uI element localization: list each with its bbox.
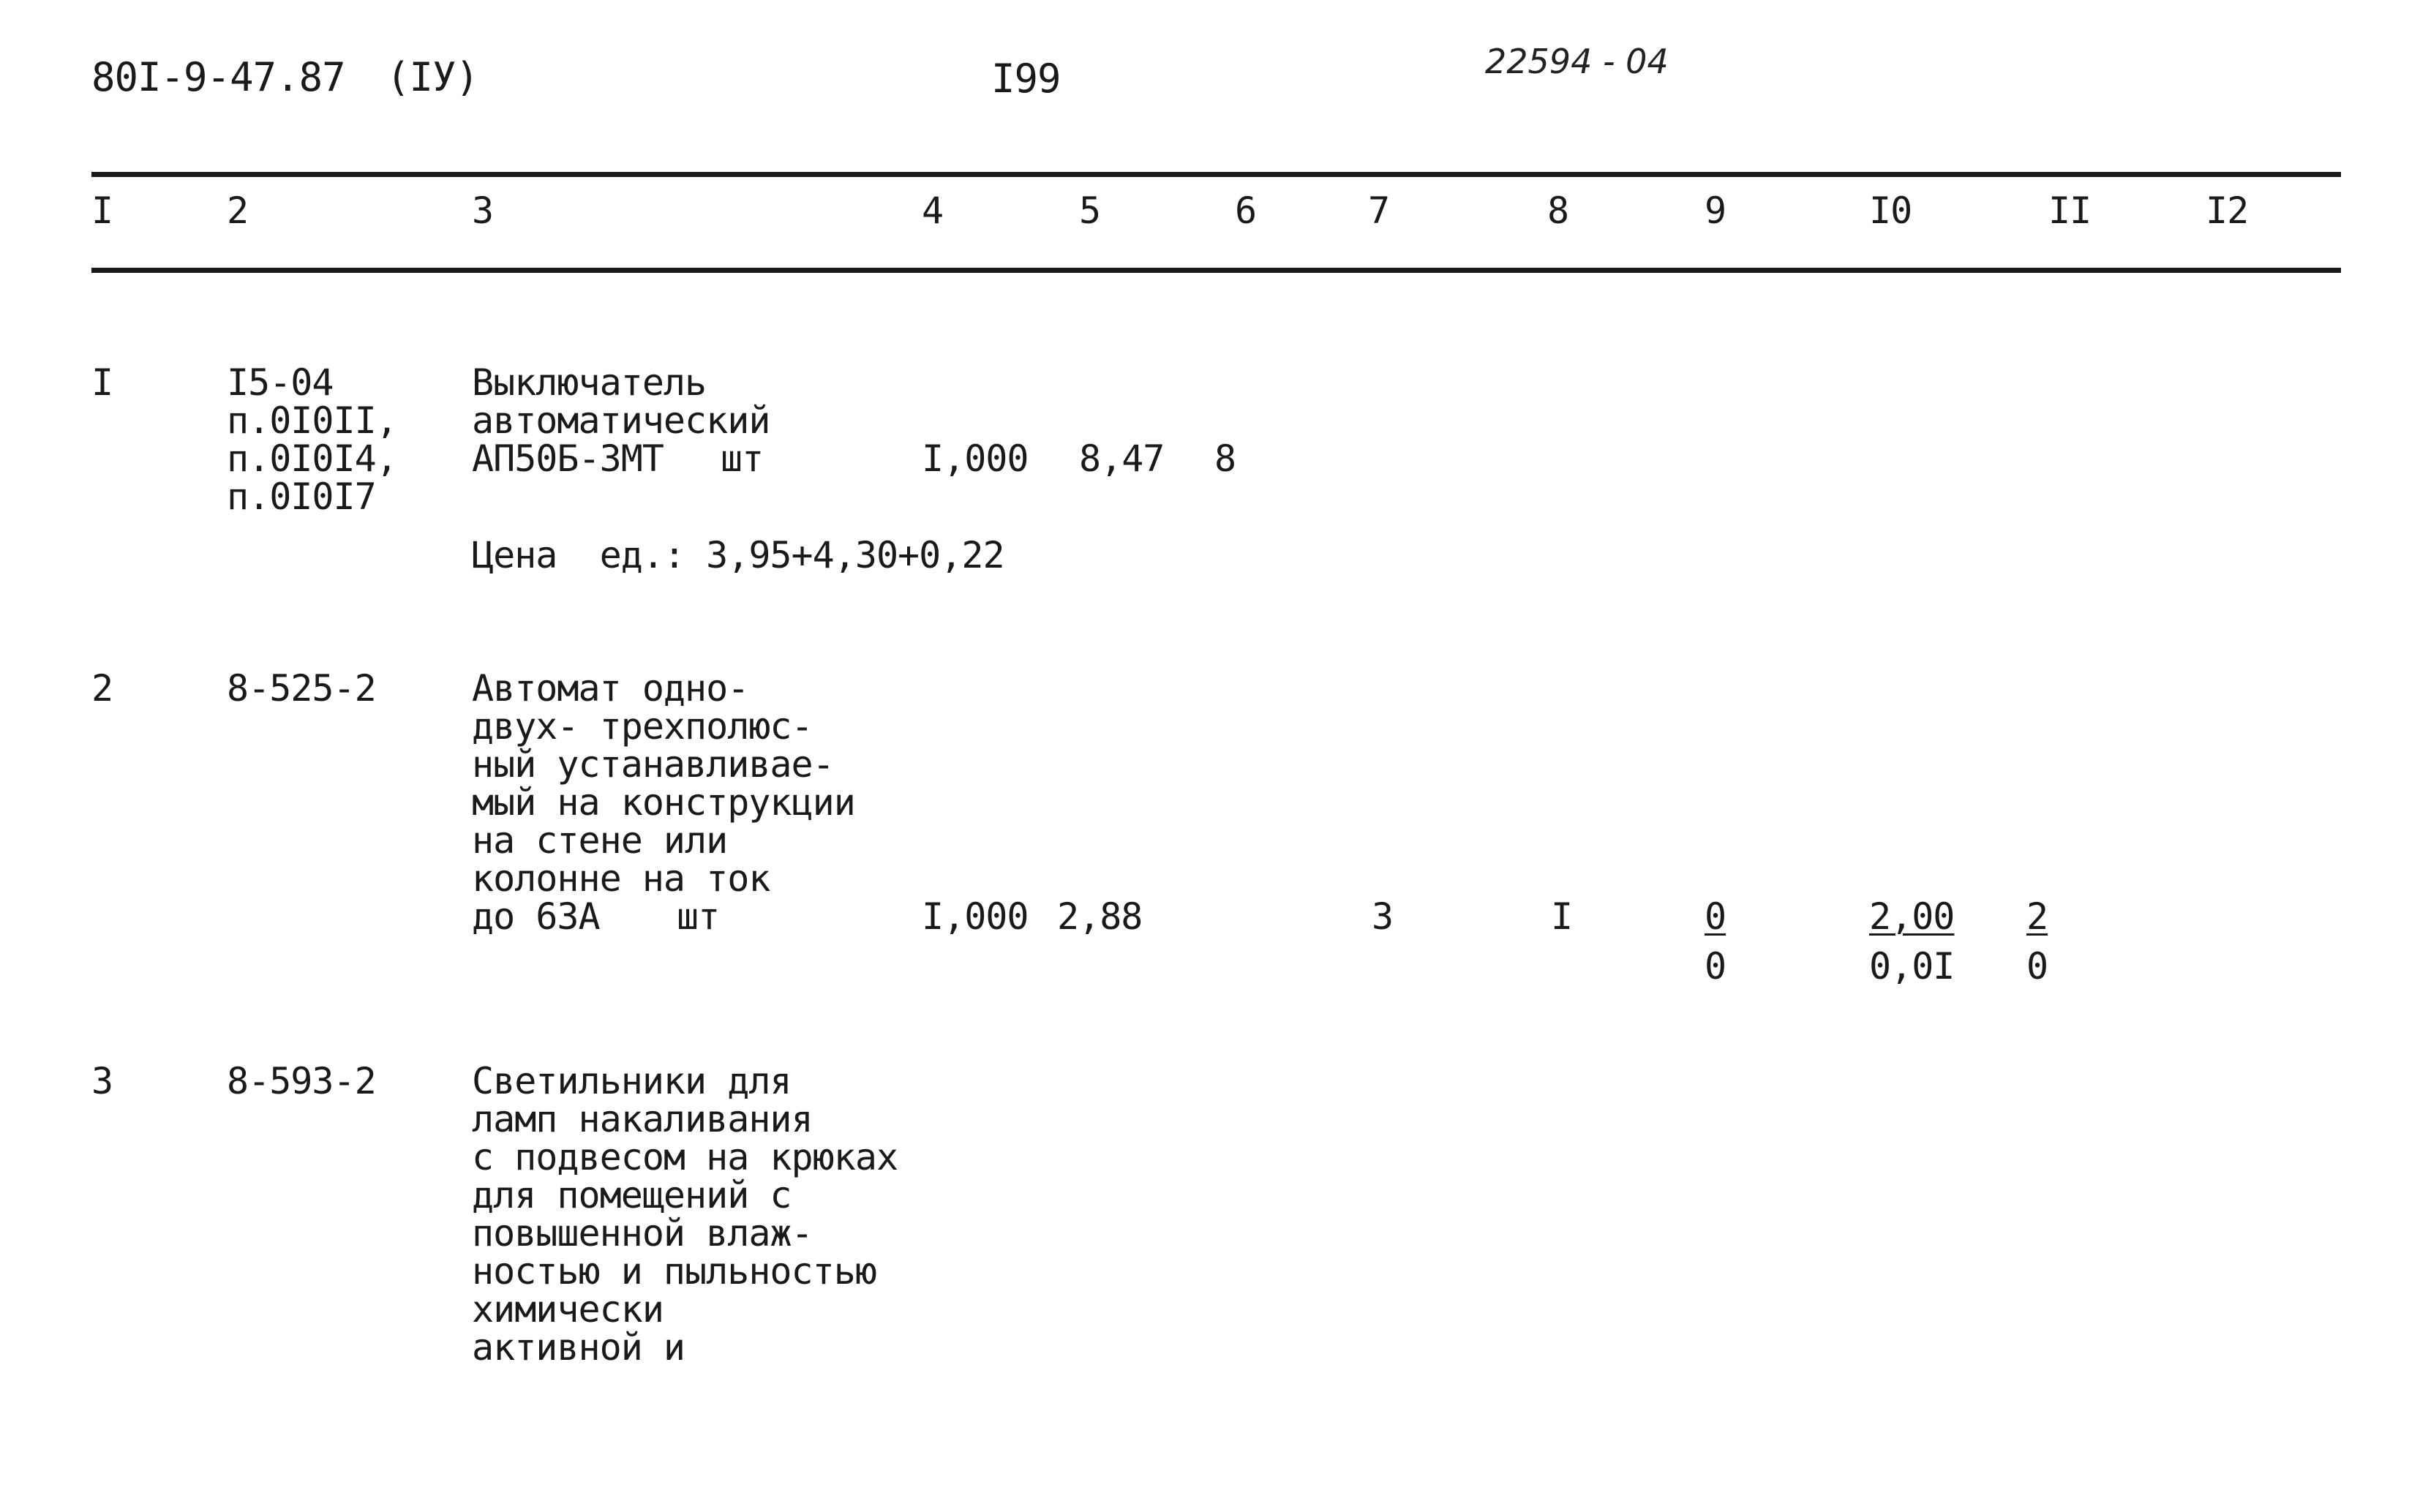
row-number: 2 bbox=[91, 667, 113, 710]
column-header-6: 6 bbox=[1235, 189, 1257, 232]
cell-col8: I bbox=[1551, 895, 1573, 938]
cell-col11-top: 2 bbox=[2026, 895, 2048, 938]
cell-col9-bottom: 0 bbox=[1705, 945, 1726, 988]
rate-code: 8-593-2 bbox=[227, 1060, 376, 1102]
rate-code: п.0I0II, bbox=[227, 399, 397, 442]
item-description: мый на конструкции bbox=[472, 781, 855, 824]
item-description: ный устанавливае- bbox=[472, 743, 834, 786]
page-number: I99 bbox=[991, 56, 1061, 102]
item-description: ламп накаливания bbox=[472, 1098, 813, 1140]
item-description: двух- трехполюс- bbox=[472, 705, 813, 748]
column-header-12: I2 bbox=[2206, 189, 2249, 232]
header-top-rule bbox=[91, 172, 2341, 177]
column-header-1: I bbox=[91, 189, 113, 232]
rate-code: I5-04 bbox=[227, 361, 334, 404]
item-description: автоматический bbox=[472, 399, 770, 442]
cell-col5: 2,88 bbox=[1057, 895, 1143, 938]
cell-col6: 8 bbox=[1214, 437, 1236, 480]
row-number: 3 bbox=[91, 1060, 113, 1102]
quantity: I,000 bbox=[922, 437, 1029, 480]
unit: шт bbox=[677, 895, 720, 938]
column-header-10: I0 bbox=[1869, 189, 1912, 232]
column-header-8: 8 bbox=[1547, 189, 1569, 232]
rate-code: п.0I0I4, bbox=[227, 437, 397, 480]
item-description: химически bbox=[472, 1288, 664, 1331]
cell-col5: 8,47 bbox=[1079, 437, 1165, 480]
quantity: I,000 bbox=[922, 895, 1029, 938]
row-number: I bbox=[91, 361, 113, 404]
item-description: ностью и пыльностью bbox=[472, 1250, 876, 1293]
cell-col7: 3 bbox=[1372, 895, 1394, 938]
unit-price-note: Цена ед.: 3,95+4,30+0,22 bbox=[472, 534, 1004, 576]
item-description: повышенной влаж- bbox=[472, 1212, 813, 1255]
column-header-4: 4 bbox=[922, 189, 944, 232]
column-header-2: 2 bbox=[227, 189, 249, 232]
item-description: на стене или bbox=[472, 819, 728, 862]
item-description: с подвесом на крюках bbox=[472, 1136, 898, 1178]
cell-col10-top: 2,00 bbox=[1869, 895, 1955, 938]
column-header-7: 7 bbox=[1368, 189, 1390, 232]
item-description: до 63А bbox=[472, 895, 600, 938]
column-header-11: II bbox=[2048, 189, 2092, 232]
item-description: активной и bbox=[472, 1326, 685, 1369]
handwritten-id: 22594 - 04 bbox=[1485, 42, 1669, 81]
cell-col11-bottom: 0 bbox=[2026, 945, 2048, 988]
rate-code: 8-525-2 bbox=[227, 667, 376, 710]
rate-code: п.0I0I7 bbox=[227, 475, 376, 518]
document-code: 80I-9-47.87 bbox=[91, 54, 345, 100]
item-description: Выключатель bbox=[472, 361, 707, 404]
column-header-5: 5 bbox=[1079, 189, 1101, 232]
item-description: для помещений с bbox=[472, 1174, 792, 1216]
unit: шт bbox=[721, 437, 764, 480]
item-description: Автомат одно- bbox=[472, 667, 749, 710]
column-header-9: 9 bbox=[1705, 189, 1726, 232]
column-header-3: 3 bbox=[472, 189, 494, 232]
cell-col10-bottom: 0,0I bbox=[1869, 945, 1955, 988]
item-description: АП50Б-3МТ bbox=[472, 437, 664, 480]
item-description: колонне на ток bbox=[472, 857, 770, 900]
item-description: Светильники для bbox=[472, 1060, 792, 1102]
cell-col9-top: 0 bbox=[1705, 895, 1726, 938]
document-volume: (IУ) bbox=[386, 54, 479, 100]
header-bottom-rule bbox=[91, 268, 2341, 273]
